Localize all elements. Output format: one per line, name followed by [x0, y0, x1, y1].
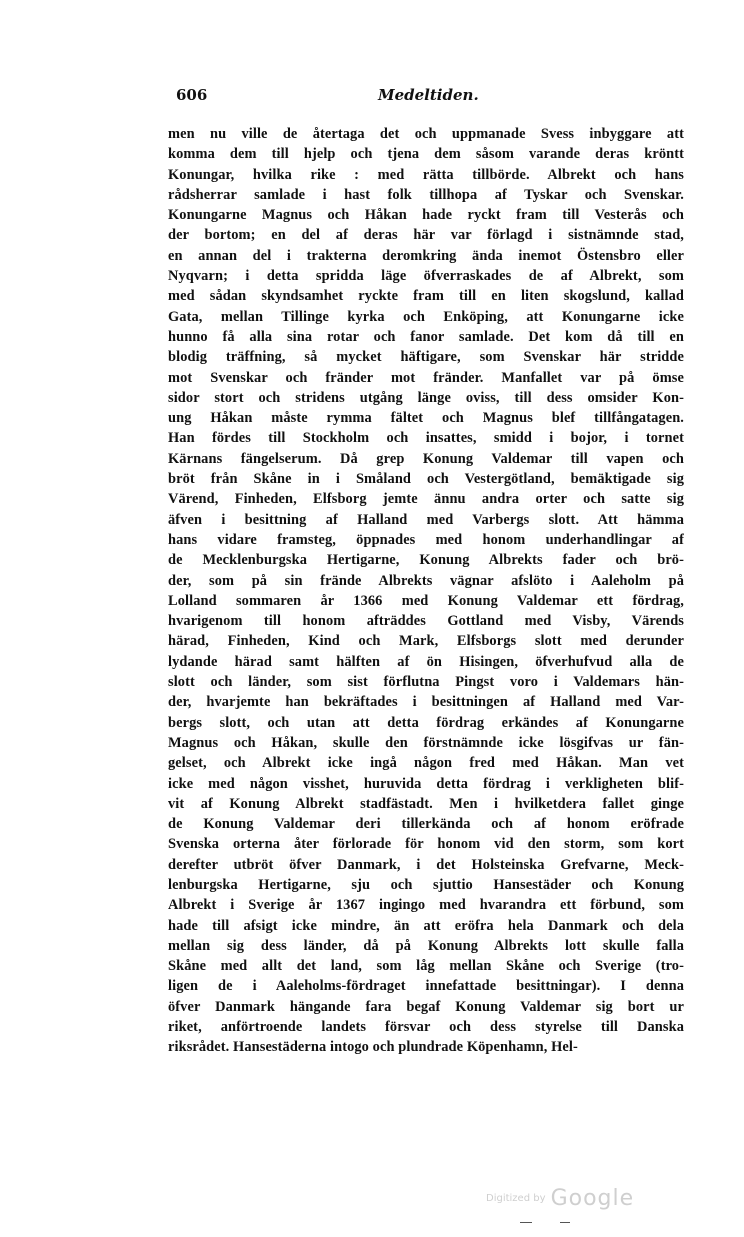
text-line: Konungarne Magnus och Håkan hade ryckt fram till Vesterås och [168, 207, 684, 224]
text-line: vit af Konung Albrekt stadfästadt. Men i hvilketdera fallet ginge [168, 795, 684, 812]
footer-dash [560, 1222, 570, 1223]
footer-rule-marks [500, 1222, 620, 1228]
google-logo: Google [550, 1186, 635, 1211]
google-watermark [486, 1186, 634, 1211]
text-line: Svenska orterna åter förlorade för honom vid den storm, som kort [168, 836, 684, 853]
text-line: derefter utbröt öfver Danmark, i det Holsteinska Grefvarne, Meck- [168, 856, 684, 873]
text-line: öfver Danmark hängande fara begaf Konung Valdemar sig bort ur [168, 998, 684, 1015]
body-text [168, 124, 684, 1058]
text-line: Värend, Finheden, Elfsborg jemte ännu andra orter och satte sig [168, 491, 684, 508]
text-line: hvarigenom till honom afträddes Gottland med Visby, Värends [168, 613, 684, 630]
text-line: Lolland sommaren år 1366 med Konung Valdemar ett fördrag, [168, 592, 684, 609]
text-line: komma dem till hjelp och tjena dem såsom varande deras kröntt [168, 146, 684, 163]
text-line: en annan del i trakterna deromkring ända inemot Östensbro eller [168, 247, 684, 264]
text-line: icke med någon visshet, huruvida detta fördrag i verkligheten blif- [168, 775, 684, 792]
text-line: sidor stort och stridens utgång länge oviss, till dess omsider Kon- [168, 389, 684, 406]
text-line: Konungar, hvilka rike : med rätta tillbörde. Albrekt och hans [168, 166, 684, 183]
text-line: gelset, och Albrekt icke ingå någon fred med Håkan. Man vet [168, 755, 684, 772]
text-line: de Konung Valdemar deri tillerkända och af honom eröfrade [168, 816, 684, 833]
text-line: hade till afsigt icke mindre, än att eröfra hela Danmark och dela [168, 917, 684, 934]
text-line: ligen de i Aaleholms-fördraget innefattade besittningar). I denna [168, 978, 684, 995]
text-line: Albrekt i Sverige år 1367 ingingo med hvarandra ett förbund, som [168, 897, 684, 914]
text-line: hunno få alla sina rotar och fanor samlade. Det kom då till en [168, 328, 684, 345]
text-line: Gata, mellan Tillinge kyrka och Enköping, att Konungarne icke [168, 308, 684, 325]
text-line: äfven i besittning af Halland med Varbergs slott. Att hämma [168, 511, 684, 528]
text-line: men nu ville de återtaga det och uppmanade Svess inbyggare att [168, 126, 684, 142]
running-title: Medeltiden. [378, 86, 479, 104]
text-line: ung Håkan måste rymma fältet och Magnus blef tillfångatagen. [168, 410, 684, 427]
text-line: bergs slott, och utan att detta fördrag erkändes af Konungarne [168, 714, 684, 731]
watermark-prefix: Digitized by [486, 1193, 546, 1204]
text-line: riket, anförtroende landets försvar och dess styrelse till Danska [168, 1019, 684, 1036]
text-line: Nyqvarn; i detta spridda läge öfverraskades de af Albrekt, som [168, 268, 684, 285]
text-line: lenburgska Hertigarne, sju och sjuttio Hansestäder och Konung [168, 876, 684, 893]
page-number: 606 [176, 86, 208, 104]
footer-dash [520, 1222, 532, 1223]
text-line: Kärnans fängelserum. Då grep Konung Valdemar till vapen och [168, 450, 684, 467]
text-line: Magnus och Håkan, skulle den förstnämnde icke lösgifvas ur fän- [168, 734, 684, 751]
text-line: lydande härad samt hälften af ön Hisingen, öfverhufvud alla de [168, 653, 684, 670]
text-line: hans vidare framsteg, öppnades med honom underhandlingar af [168, 531, 684, 548]
text-line: bröt från Skåne in i Småland och Vestergötland, bemäktigade sig [168, 471, 684, 488]
text-line: Han fördes till Stockholm och insattes, smidd i bojor, i tornet [168, 430, 684, 447]
text-line: med sådan skyndsamhet ryckte fram till en liten skogslund, kallad [168, 288, 684, 305]
text-line: mot Svenskar och fränder mot fränder. Manfallet var på ömse [168, 369, 684, 386]
text-line: slott och länder, som sist förflutna Pingst voro i Valdemars hän- [168, 674, 684, 691]
text-line: härad, Finheden, Kind och Mark, Elfsborgs slott med derunder [168, 633, 684, 650]
text-line: Skåne med allt det land, som låg mellan Skåne och Sverige (tro- [168, 958, 684, 975]
text-line: der bortom; en del af deras här var förlagd i sistnämnde stad, [168, 227, 684, 244]
text-line: mellan sig dess länder, då på Konung Albrekts lott skulle falla [168, 937, 684, 954]
text-line: de Mecklenburgska Hertigarne, Konung Albrekts fader och brö- [168, 552, 684, 569]
text-line: der, som på sin frände Albrekts vägnar afslöto i Aaleholm på [168, 572, 684, 589]
page-header [168, 86, 698, 108]
text-line: riksrådet. Hansestäderna intogo och plundrade Köpenhamn, Hel- [168, 1039, 578, 1056]
text-line: blodig träffning, så mycket häftigare, som Svenskar här stridde [168, 349, 684, 366]
text-line: rådsherrar samlade i hast folk tillhopa af Tyskar och Svenskar. [168, 186, 684, 203]
text-line: der, hvarjemte han bekräftades i besittningen af Halland med Var- [168, 694, 684, 711]
